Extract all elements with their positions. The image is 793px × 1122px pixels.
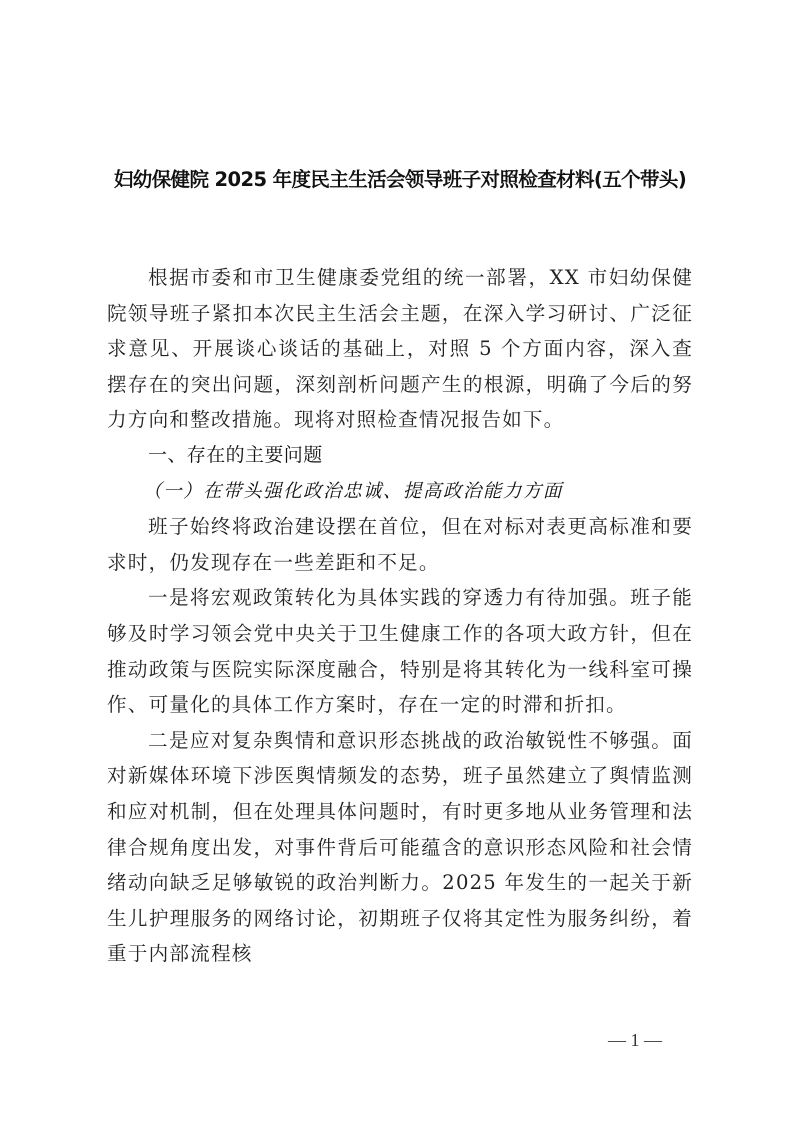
body-paragraph: 班子始终将政治建设摆在首位，但在对标对表更高标准和要求时，仍发现存在一些差距和不足。: [107, 515, 693, 574]
document-body: [107, 260, 693, 972]
document-title: 妇幼保健院 2025 年度民主生活会领导班子对照检查材料(五个带头): [113, 168, 687, 191]
body-paragraph: 二是应对复杂舆情和意识形态挑战的政治敏锐性不够强。面对新媒体环境下涉医舆情频发的态势，班子虽然建立了舆情监测和应对机制，但在处理具体问题时，有时更多地从业务管理和法律合规角度出发，对事件背后可能蕴含的意识形态风险和社会情绪动向缺乏足够敏锐的政治判断力。2025 年发生的一起关于新生儿护理服务的网络讨论，初期班子仅将其定性为服务纠纷，着重于内部流程核: [107, 728, 693, 966]
intro-paragraph: 根据市委和市卫生健康委党组的统一部署，XX 市妇幼保健院领导班子紧扣本次民主生活会主题，在深入学习研讨、广泛征求意见、开展谈心谈话的基础上，对照 5 个方面内容，深入查摆存在的突出问题，深刻剖析问题产生的根源，明确了今后的努力方向和整改措施。现将对照检查情况报告如下。: [107, 266, 693, 432]
section-heading-main-problems: 一、存在的主要问题: [148, 443, 323, 466]
body-paragraph: 一是将宏观政策转化为具体实践的穿透力有待加强。班子能够及时学习领会党中央关于卫生健康工作的各项大政方针，但在推动政策与医院实际深度融合，特别是将其转化为一线科室可操作、可量化的具体工作方案时，存在一定的时滞和折扣。: [107, 586, 693, 717]
subsection-heading-political-loyalty: （一）在带头强化政治忠诚、提高政治能力方面: [143, 480, 563, 502]
page-number: — 1 —: [608, 1030, 662, 1050]
